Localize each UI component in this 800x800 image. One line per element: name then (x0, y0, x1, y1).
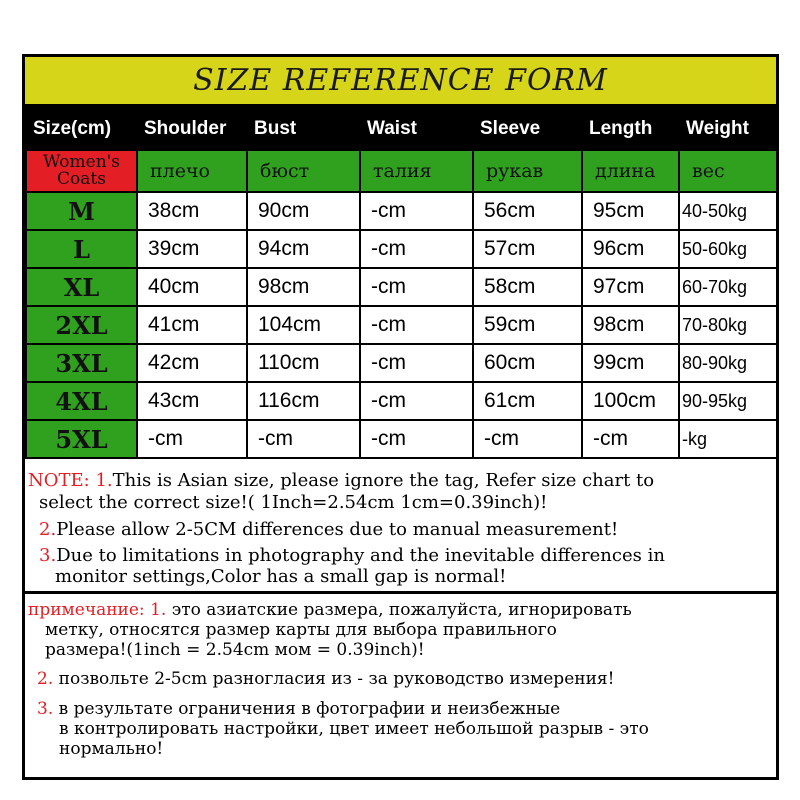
table-cell: 110cm (247, 344, 360, 382)
note-line: в контролировать настройки, цвет имеет небольшой разрыв - это (59, 719, 649, 739)
ru-bust: бюст (247, 150, 360, 192)
header-shoulder: Shoulder (137, 108, 247, 150)
table-cell: 104cm (247, 306, 360, 344)
table-cell: 96cm (582, 230, 679, 268)
table-cell: -cm (137, 420, 247, 458)
header-weight: Weight (679, 108, 777, 150)
table-cell: 90cm (247, 192, 360, 230)
note-text: позвольте 2-5cm разногласия из - за руководство измерения! (58, 669, 615, 689)
notes-english (25, 466, 776, 594)
ru-shoulder: плечо (137, 150, 247, 192)
size-label: L (26, 230, 137, 268)
header-size: Size(cm) (26, 108, 137, 150)
table-row (26, 192, 777, 230)
note-line (28, 470, 654, 491)
table-cell: 42cm (137, 344, 247, 382)
note-text: это азиатские размера, пожалуйста, игнорировать (171, 600, 632, 620)
header-sleeve: Sleeve (473, 108, 582, 150)
size-label: 4XL (26, 382, 137, 420)
table-cell: 43cm (137, 382, 247, 420)
table-cell: 60-70kg (679, 268, 777, 306)
note-text: в результате ограничения в фотографии и неизбежные (58, 699, 561, 719)
table-cell: -cm (360, 268, 473, 306)
table-cell: -cm (360, 382, 473, 420)
table-row (26, 420, 777, 458)
table-cell: 90-95kg (679, 382, 777, 420)
ru-weight: вес (679, 150, 777, 192)
note-prefix: NOTE: (28, 470, 90, 491)
note-text: Please allow 2-5CM differences due to manual measurement! (56, 519, 619, 540)
size-table (25, 107, 778, 459)
table-cell: -cm (473, 420, 582, 458)
note-text: This is Asian size, please ignore the tag, Refer size chart to (112, 470, 655, 491)
table-row (26, 268, 777, 306)
table-cell: -cm (247, 420, 360, 458)
table-cell: 98cm (247, 268, 360, 306)
note-number: 2. (39, 519, 57, 540)
table-cell: 40cm (137, 268, 247, 306)
table-row (26, 382, 777, 420)
table-cell: 70-80kg (679, 306, 777, 344)
table-cell: 59cm (473, 306, 582, 344)
table-cell: -cm (360, 192, 473, 230)
note-line: select the correct size!( 1Inch=2.54cm 1cm=0.39inch)! (39, 492, 548, 513)
table-cell: 95cm (582, 192, 679, 230)
note-line: monitor settings,Color has a small gap is normal! (55, 566, 507, 587)
size-label: 3XL (26, 344, 137, 382)
table-cell: 94cm (247, 230, 360, 268)
notes-russian (25, 596, 776, 776)
header-row (26, 108, 777, 150)
note-number: 3. (37, 699, 54, 719)
note-line: метку, относятся размер карты для выбора правильного (45, 620, 557, 640)
page-title: SIZE REFERENCE FORM (193, 63, 608, 98)
ru-waist: талия (360, 150, 473, 192)
note-line (37, 699, 560, 719)
table-cell: 38cm (137, 192, 247, 230)
table-cell: 97cm (582, 268, 679, 306)
table-cell: -cm (582, 420, 679, 458)
table-cell: -cm (360, 230, 473, 268)
table-cell: -cm (360, 306, 473, 344)
header-bust: Bust (247, 108, 360, 150)
note-line: нормально! (59, 739, 164, 759)
size-label: 2XL (26, 306, 137, 344)
table-cell: 41cm (137, 306, 247, 344)
table-cell: 116cm (247, 382, 360, 420)
table-cell: 60cm (473, 344, 582, 382)
note-number: 1. (150, 600, 167, 620)
table-cell: 99cm (582, 344, 679, 382)
table-cell: -cm (360, 344, 473, 382)
table-row (26, 230, 777, 268)
table-cell: 39cm (137, 230, 247, 268)
russian-header-row (26, 150, 777, 192)
table-cell: -cm (360, 420, 473, 458)
table-cell: 61cm (473, 382, 582, 420)
ru-length: длина (582, 150, 679, 192)
table-row (26, 344, 777, 382)
table-cell: 80-90kg (679, 344, 777, 382)
table-cell: 98cm (582, 306, 679, 344)
size-label: XL (26, 268, 137, 306)
header-length: Length (582, 108, 679, 150)
note-line (39, 519, 618, 540)
note-line (28, 600, 632, 620)
size-label: M (26, 192, 137, 230)
table-cell: -kg (679, 420, 777, 458)
table-cell: 50-60kg (679, 230, 777, 268)
note-number: 1. (95, 470, 113, 491)
note-number: 2. (37, 669, 54, 689)
table-cell: 58cm (473, 268, 582, 306)
note-text: Due to limitations in photography and the inevitable differences in (56, 545, 665, 566)
note-line: размера!(1inch = 2.54cm мом = 0.39inch)! (45, 640, 425, 660)
ru-sleeve: рукав (473, 150, 582, 192)
header-waist: Waist (360, 108, 473, 150)
womens-coats-label: Women's Coats (26, 150, 137, 192)
table-cell: 40-50kg (679, 192, 777, 230)
table-cell: 57cm (473, 230, 582, 268)
note-prefix: примечание: (28, 600, 145, 620)
table-row (26, 306, 777, 344)
note-line (39, 545, 665, 566)
title-bar (25, 57, 776, 107)
note-line (37, 669, 614, 689)
note-number: 3. (39, 545, 57, 566)
size-label: 5XL (26, 420, 137, 458)
table-cell: 56cm (473, 192, 582, 230)
table-cell: 100cm (582, 382, 679, 420)
